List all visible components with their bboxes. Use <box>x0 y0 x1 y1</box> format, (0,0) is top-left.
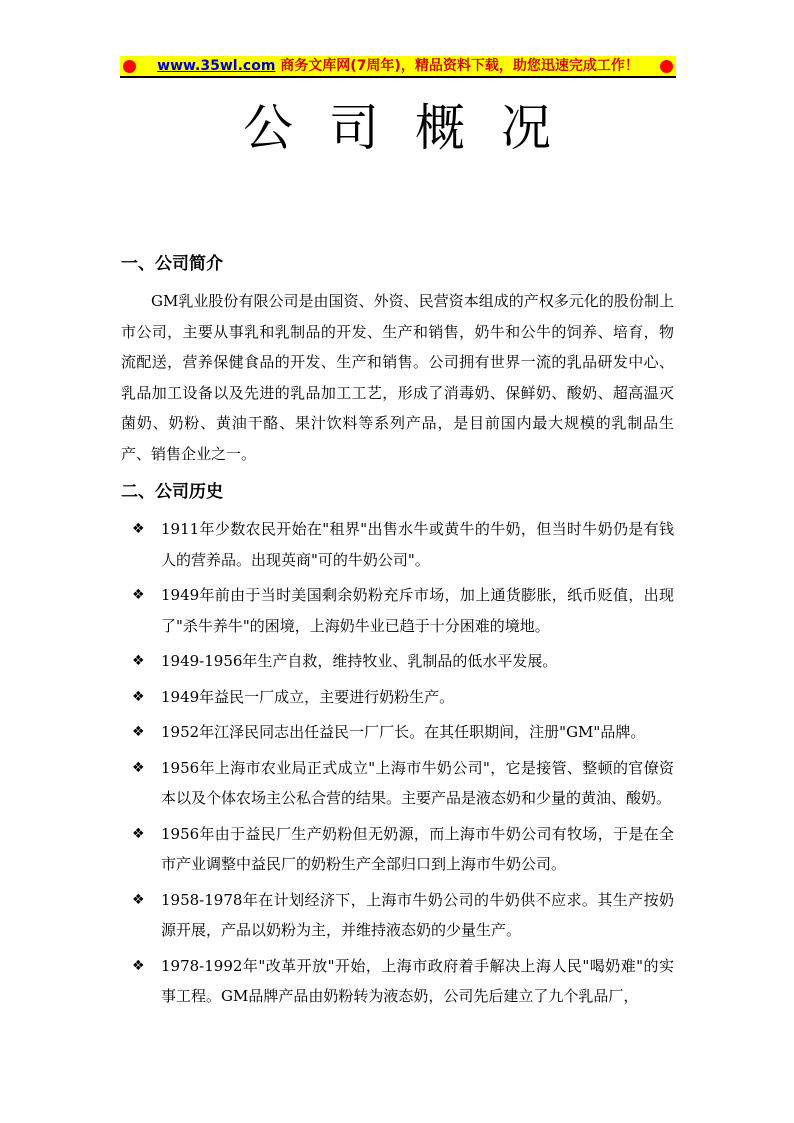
diamond-bullet-icon: ❖ <box>132 724 145 740</box>
list-item-text: 1956年由于益民厂生产奶粉但无奶源，而上海市牛奶公司有牧场，于是在全市产业调整中益民厂的奶粉生产全部归口到上海市牛奶公司。 <box>161 824 674 873</box>
banner-text <box>120 58 676 75</box>
list-item <box>121 514 674 575</box>
list-item <box>121 646 674 677</box>
diamond-bullet-icon: ❖ <box>132 587 145 603</box>
diamond-bullet-icon: ❖ <box>132 891 145 908</box>
diamond-bullet-icon: ❖ <box>132 825 145 842</box>
list-item-text: 1949-1956年生产自救，维持牧业、乳制品的低水平发展。 <box>161 652 558 670</box>
banner-slogan: 商务文库网(7周年)，精品资料下载，助您迅速完成工作！ <box>275 58 639 74</box>
list-item-text: 1949年前由于当时美国剩余奶粉充斥市场，加上通货膨胀，纸币贬值，出现了"杀牛养牛"的困境，上海奶牛业已趋于十分困难的境地。 <box>161 586 674 635</box>
list-item <box>121 753 674 814</box>
list-item <box>121 885 674 946</box>
list-item-text: 1949年益民一厂成立，主要进行奶粉生产。 <box>161 687 455 706</box>
list-item-text: 1952年江泽民同志出任益民一厂厂长。在其任职期间，注册"GM"品牌。 <box>161 723 646 741</box>
list-item-text: 1956年上海市农业局正式成立"上海市牛奶公司"，它是接管、整顿的官僚资本以及个体农场主公私合营的结果。主要产品是液态奶和少量的黄油、酸奶。 <box>161 758 674 807</box>
intro-paragraph: GM乳业股份有限公司是由国资、外资、民营资本组成的产权多元化的股份制上市公司，主要从事乳和乳制品的开发、生产和销售，奶牛和公牛的饲养、培育，物流配送，营养保健食品的开发、生产和销售。公司拥有世界一流的乳品研发中心、乳品加工设备以及先进的乳品加工工艺，形成了消毒奶、保鲜奶、酸奶、超高温灭菌奶、奶粉、黄油干酪、果汁饮料等系列产品，是目前国内最大规模的乳制品生产、销售企业之一。 <box>121 292 674 463</box>
list-item <box>121 819 674 880</box>
history-list <box>121 514 674 1017</box>
red-dot-icon <box>660 60 673 73</box>
list-item <box>121 580 674 641</box>
list-item <box>121 682 674 713</box>
list-item <box>121 951 674 1012</box>
section-heading-intro: 一、公司简介 <box>121 254 223 274</box>
list-item-text: 1958-1978年在计划经济下，上海市牛奶公司的牛奶供不应求。其生产按奶源开展，产品以奶粉为主，并维持液态奶的少量生产。 <box>161 890 674 939</box>
diamond-bullet-icon: ❖ <box>132 759 145 776</box>
website-link[interactable]: www.35wl.com <box>157 58 276 74</box>
list-item-text: 1978-1992年"改革开放"开始，上海市政府着手解决上海人民"喝奶难"的实事工程。GM品牌产品由奶粉转为液态奶，公司先后建立了九个乳品厂， <box>161 956 674 1005</box>
diamond-bullet-icon: ❖ <box>132 521 145 537</box>
list-item-text: 1911年少数农民开始在"租界"出售水牛或黄牛的牛奶，但当时牛奶仍是有钱人的营养品。出现英商"可的牛奶公司"。 <box>161 520 674 569</box>
page-title: 公司概况 <box>243 99 587 157</box>
diamond-bullet-icon: ❖ <box>132 957 145 974</box>
header-banner <box>120 56 676 78</box>
diamond-bullet-icon: ❖ <box>132 653 145 669</box>
section-heading-history: 二、公司历史 <box>121 482 223 502</box>
list-item <box>121 717 674 748</box>
diamond-bullet-icon: ❖ <box>132 688 145 705</box>
